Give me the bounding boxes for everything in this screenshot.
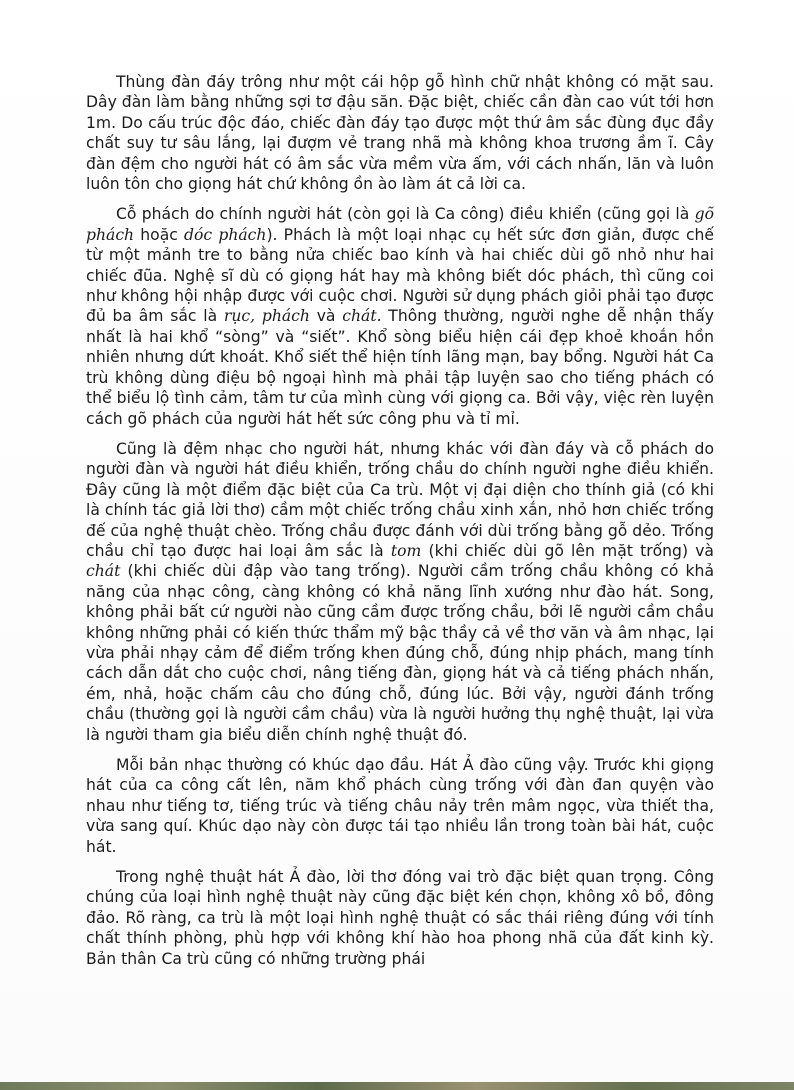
text-run: Mỗi bản nhạc thường có khúc dạo đầu. Hát Ả đào cũng vậy. Trước khi giọng hát của ca công cất lên, năm khổ phách cùng trống với đàn đan quyện vào nhau như tiếng tơ, tiếng trúc và tiếng châu nảy trên mâm ngọc, vừa thiết tha, vừa sang quí. Khúc dạo này còn được tái tạo nhiều lần trong toàn bài hát, cuộc hát.	[86, 756, 714, 856]
text-run: ). Phách là một loại nhạc cụ hết sức đơn giản, được chế từ một mảnh tre to bằng nửa chiếc bao kính và hai chiếc dùi gõ nhỏ như hai chiếc đũa. Nghệ sĩ dù có giọng hát hay mà không biết dóc phách, thì cũng coi như không hội nhập được với cuộc chơi. Người sử dụng phách giỏi phải tạo được đủ ba âm sắc là	[86, 225, 714, 326]
text-run: Thùng đàn đáy trông như một cái hộp gỗ hình chữ nhật không có mặt sau. Dây đàn làm bằng những sợi tơ đậu săn. Đặc biệt, chiếc cần đàn cao vút tới hơn 1m. Do cấu trúc độc đáo, chiếc đàn đáy tạo được một thứ âm sắc đùng đục đầy chất suy tư sâu lắng, lại đượm vẻ trang nhã mà không khoa trương ầm ĩ. Cây đàn đệm cho người hát có âm sắc vừa mềm vừa ấm, với cách nhấn, lăn và luôn luôn tôn cho giọng hát chứ không ồn ào làm át cả lời ca.	[86, 73, 714, 194]
paragraph-3	[86, 439, 714, 745]
text-run: (khi chiếc dùi đập vào tang trống). Người cầm trống chầu không có khả năng của nhạc công, càng không có khả năng lĩnh xướng như đào hát. Song, không phải bất cứ người nào cũng cầm được trống chầu, bởi lẽ người cầm chầu không những phải có kiến thức thẩm mỹ bậc thầy cả về thơ văn và âm nhạc, lại vừa phải nhạy cảm để điểm trống khen đúng chỗ, đúng nhịp phách, mang tính cách dẫn dắt cho cuộc chơi, nâng tiếng đàn, giọng hát và cả tiếng phách nhấn, ém, nhả, hoặc chấm câu cho đúng chỗ, đúng lúc. Bởi vậy, người đánh trống chầu (thường gọi là người cầm chầu) vừa là người hưởng thụ nghệ thuật, lại vừa là người tham gia biểu diễn chính nghệ thuật đó.	[86, 562, 714, 744]
text-run: hoặc	[134, 225, 185, 244]
text-run: (khi chiếc dùi gõ lên mặt trống) và	[421, 541, 714, 560]
italic-term: dóc phách	[184, 225, 267, 244]
text-run: Thông thường, người nghe dễ nhận thấy nhất là hai khổ “sòng” và “siết”. Khổ sòng biểu hiện cái đẹp khoẻ khoắn hồn nhiên nhưng dứt khoát. Khổ siết thể hiện tính lãng mạn, bay bổng. Người hát Ca trù không dùng điệu bộ ngoại hình mà phải tập luyện sao cho tiếng phách có thể biểu lộ tình cảm, tâm tư của mình cùng với giọng ca. Bởi vậy, việc rèn luyện cách gõ phách của người hát hết sức công phu và tỉ mỉ.	[86, 307, 714, 428]
text-run: Cỗ phách do chính người hát (còn gọi là Ca công) điều khiển (cũng gọi là	[116, 205, 695, 224]
text-run: và	[309, 307, 343, 326]
paragraph-5	[86, 867, 714, 969]
italic-term: rục, phách	[223, 307, 310, 326]
text-run: Trong nghệ thuật hát Ả đào, lời thơ đóng vai trò đặc biệt quan trọng. Công chúng của loại hình nghệ thuật này cũng đặc biệt kén chọn, không xô bồ, đông đảo. Rõ ràng, ca trù là một loại hình nghệ thuật có sắc thái riêng đúng với tính chất thính phòng, phù hợp với không khí hào hoa phong nhã của đất kinh kỳ. Bản thân Ca trù cũng có những trường phái	[86, 868, 714, 968]
italic-term: gõ phách	[86, 205, 714, 244]
document-body	[86, 72, 714, 979]
italic-term: tom	[390, 541, 422, 560]
italic-term: chát.	[342, 307, 382, 326]
paragraph-4	[86, 755, 714, 857]
paragraph-1	[86, 72, 714, 194]
italic-term: chát	[86, 562, 121, 581]
image-edge-strip	[0, 1082, 794, 1090]
text-run: Cũng là đệm nhạc cho người hát, nhưng khác với đàn đáy và cỗ phách do người đàn và người hát điều khiển, trống chầu do chính người nghe điều khiển. Đây cũng là một điểm đặc biệt của Ca trù. Một vị đại diện cho thính giả (có khi là chính tác giả lời thơ) cầm một chiếc trống chầu xinh xắn, nhỏ hơn chiếc trống đế của nghệ thuật chèo. Trống chầu được đánh với dùi trống bằng gỗ dẻo. Trống chầu chỉ tạo được hai loại âm sắc là	[86, 439, 714, 560]
paragraph-2	[86, 204, 714, 428]
